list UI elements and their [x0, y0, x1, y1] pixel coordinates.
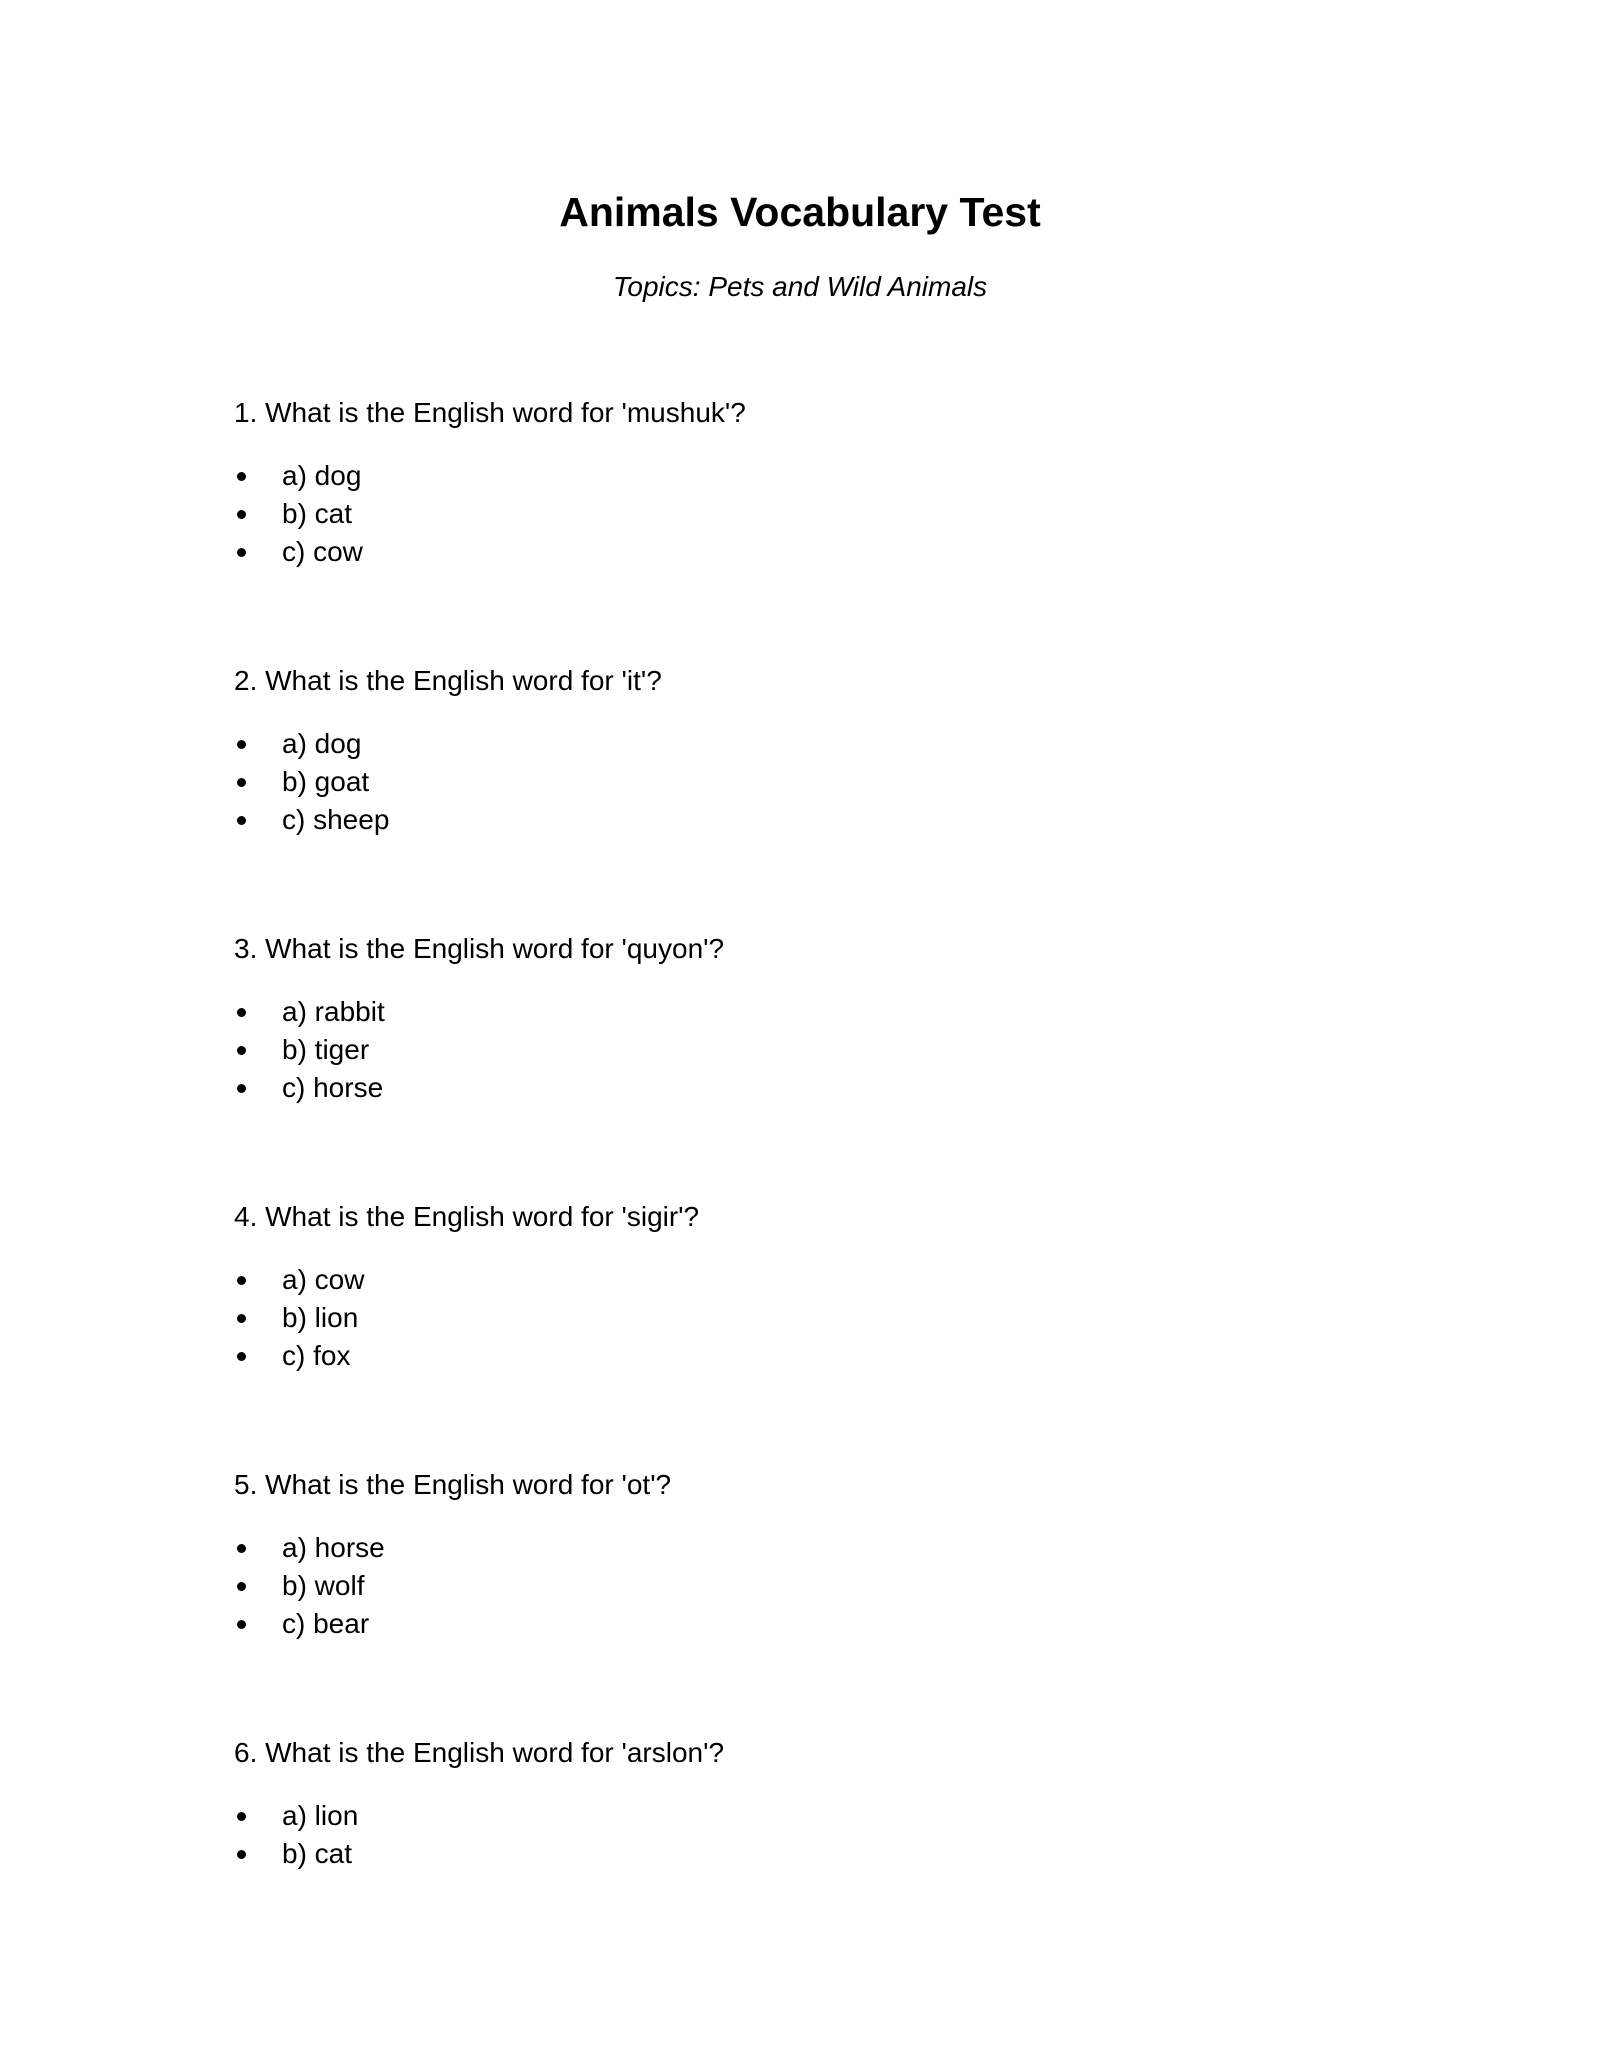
question-text: 1. What is the English word for 'mushuk'? — [234, 397, 746, 428]
option-label: c) fox — [282, 1340, 351, 1371]
option-label: c) bear — [282, 1608, 370, 1639]
option-item — [234, 1797, 1434, 1835]
page-subtitle: Topics: Pets and Wild Animals — [612, 271, 988, 302]
option-label: b) tiger — [282, 1034, 370, 1065]
option-label: a) dog — [282, 728, 362, 759]
option-item — [234, 1069, 1434, 1107]
option-item — [234, 1299, 1434, 1337]
question-2 — [234, 661, 1434, 929]
option-list — [234, 993, 1434, 1107]
option-label: c) sheep — [282, 804, 390, 835]
question-text: 4. What is the English word for 'sigir'? — [234, 1201, 700, 1232]
question-text: 2. What is the English word for 'it'? — [234, 665, 662, 696]
bullet-icon — [237, 1850, 246, 1859]
option-label: b) wolf — [282, 1570, 365, 1601]
question-3 — [234, 929, 1434, 1197]
option-item — [234, 1529, 1434, 1567]
option-item — [234, 457, 1434, 495]
bullet-icon — [237, 816, 246, 825]
option-label: c) cow — [282, 536, 363, 567]
option-item — [234, 763, 1434, 801]
option-item — [234, 1567, 1434, 1605]
question-list — [234, 393, 1434, 2001]
option-label: a) cow — [282, 1264, 365, 1295]
bullet-icon — [237, 510, 246, 519]
option-list — [234, 457, 1434, 571]
option-label: b) goat — [282, 766, 370, 797]
page-title: Animals Vocabulary Test — [559, 189, 1041, 235]
option-label: a) dog — [282, 460, 362, 491]
option-item — [234, 1031, 1434, 1069]
option-list — [234, 1797, 1434, 1873]
question-6 — [234, 1733, 1434, 2001]
option-label: c) horse — [282, 1072, 384, 1103]
bullet-icon — [237, 1276, 246, 1285]
option-list — [234, 1529, 1434, 1643]
option-item — [234, 1835, 1434, 1873]
option-item — [234, 1605, 1434, 1643]
option-label: b) cat — [282, 498, 353, 529]
bullet-icon — [237, 1812, 246, 1821]
option-label: b) cat — [282, 1838, 353, 1869]
bullet-icon — [237, 1582, 246, 1591]
question-text: 3. What is the English word for 'quyon'? — [234, 933, 725, 964]
bullet-icon — [237, 1314, 246, 1323]
bullet-icon — [237, 1620, 246, 1629]
option-item — [234, 801, 1434, 839]
option-item — [234, 1337, 1434, 1375]
question-text: 5. What is the English word for 'ot'? — [234, 1469, 672, 1500]
option-item — [234, 725, 1434, 763]
option-item — [234, 533, 1434, 571]
bullet-icon — [237, 472, 246, 481]
bullet-icon — [237, 1046, 246, 1055]
bullet-icon — [237, 740, 246, 749]
option-item — [234, 1261, 1434, 1299]
question-4 — [234, 1197, 1434, 1465]
bullet-icon — [237, 1544, 246, 1553]
bullet-icon — [237, 1352, 246, 1361]
bullet-icon — [237, 778, 246, 787]
option-label: a) rabbit — [282, 996, 385, 1027]
option-label: a) lion — [282, 1800, 359, 1831]
question-5 — [234, 1465, 1434, 1733]
option-list — [234, 1261, 1434, 1375]
option-label: b) lion — [282, 1302, 359, 1333]
bullet-icon — [237, 1008, 246, 1017]
bullet-icon — [237, 548, 246, 557]
option-list — [234, 725, 1434, 839]
option-label: a) horse — [282, 1532, 385, 1563]
question-1 — [234, 393, 1434, 661]
option-item — [234, 993, 1434, 1031]
bullet-icon — [237, 1084, 246, 1093]
option-item — [234, 495, 1434, 533]
question-text: 6. What is the English word for 'arslon'? — [234, 1737, 725, 1768]
